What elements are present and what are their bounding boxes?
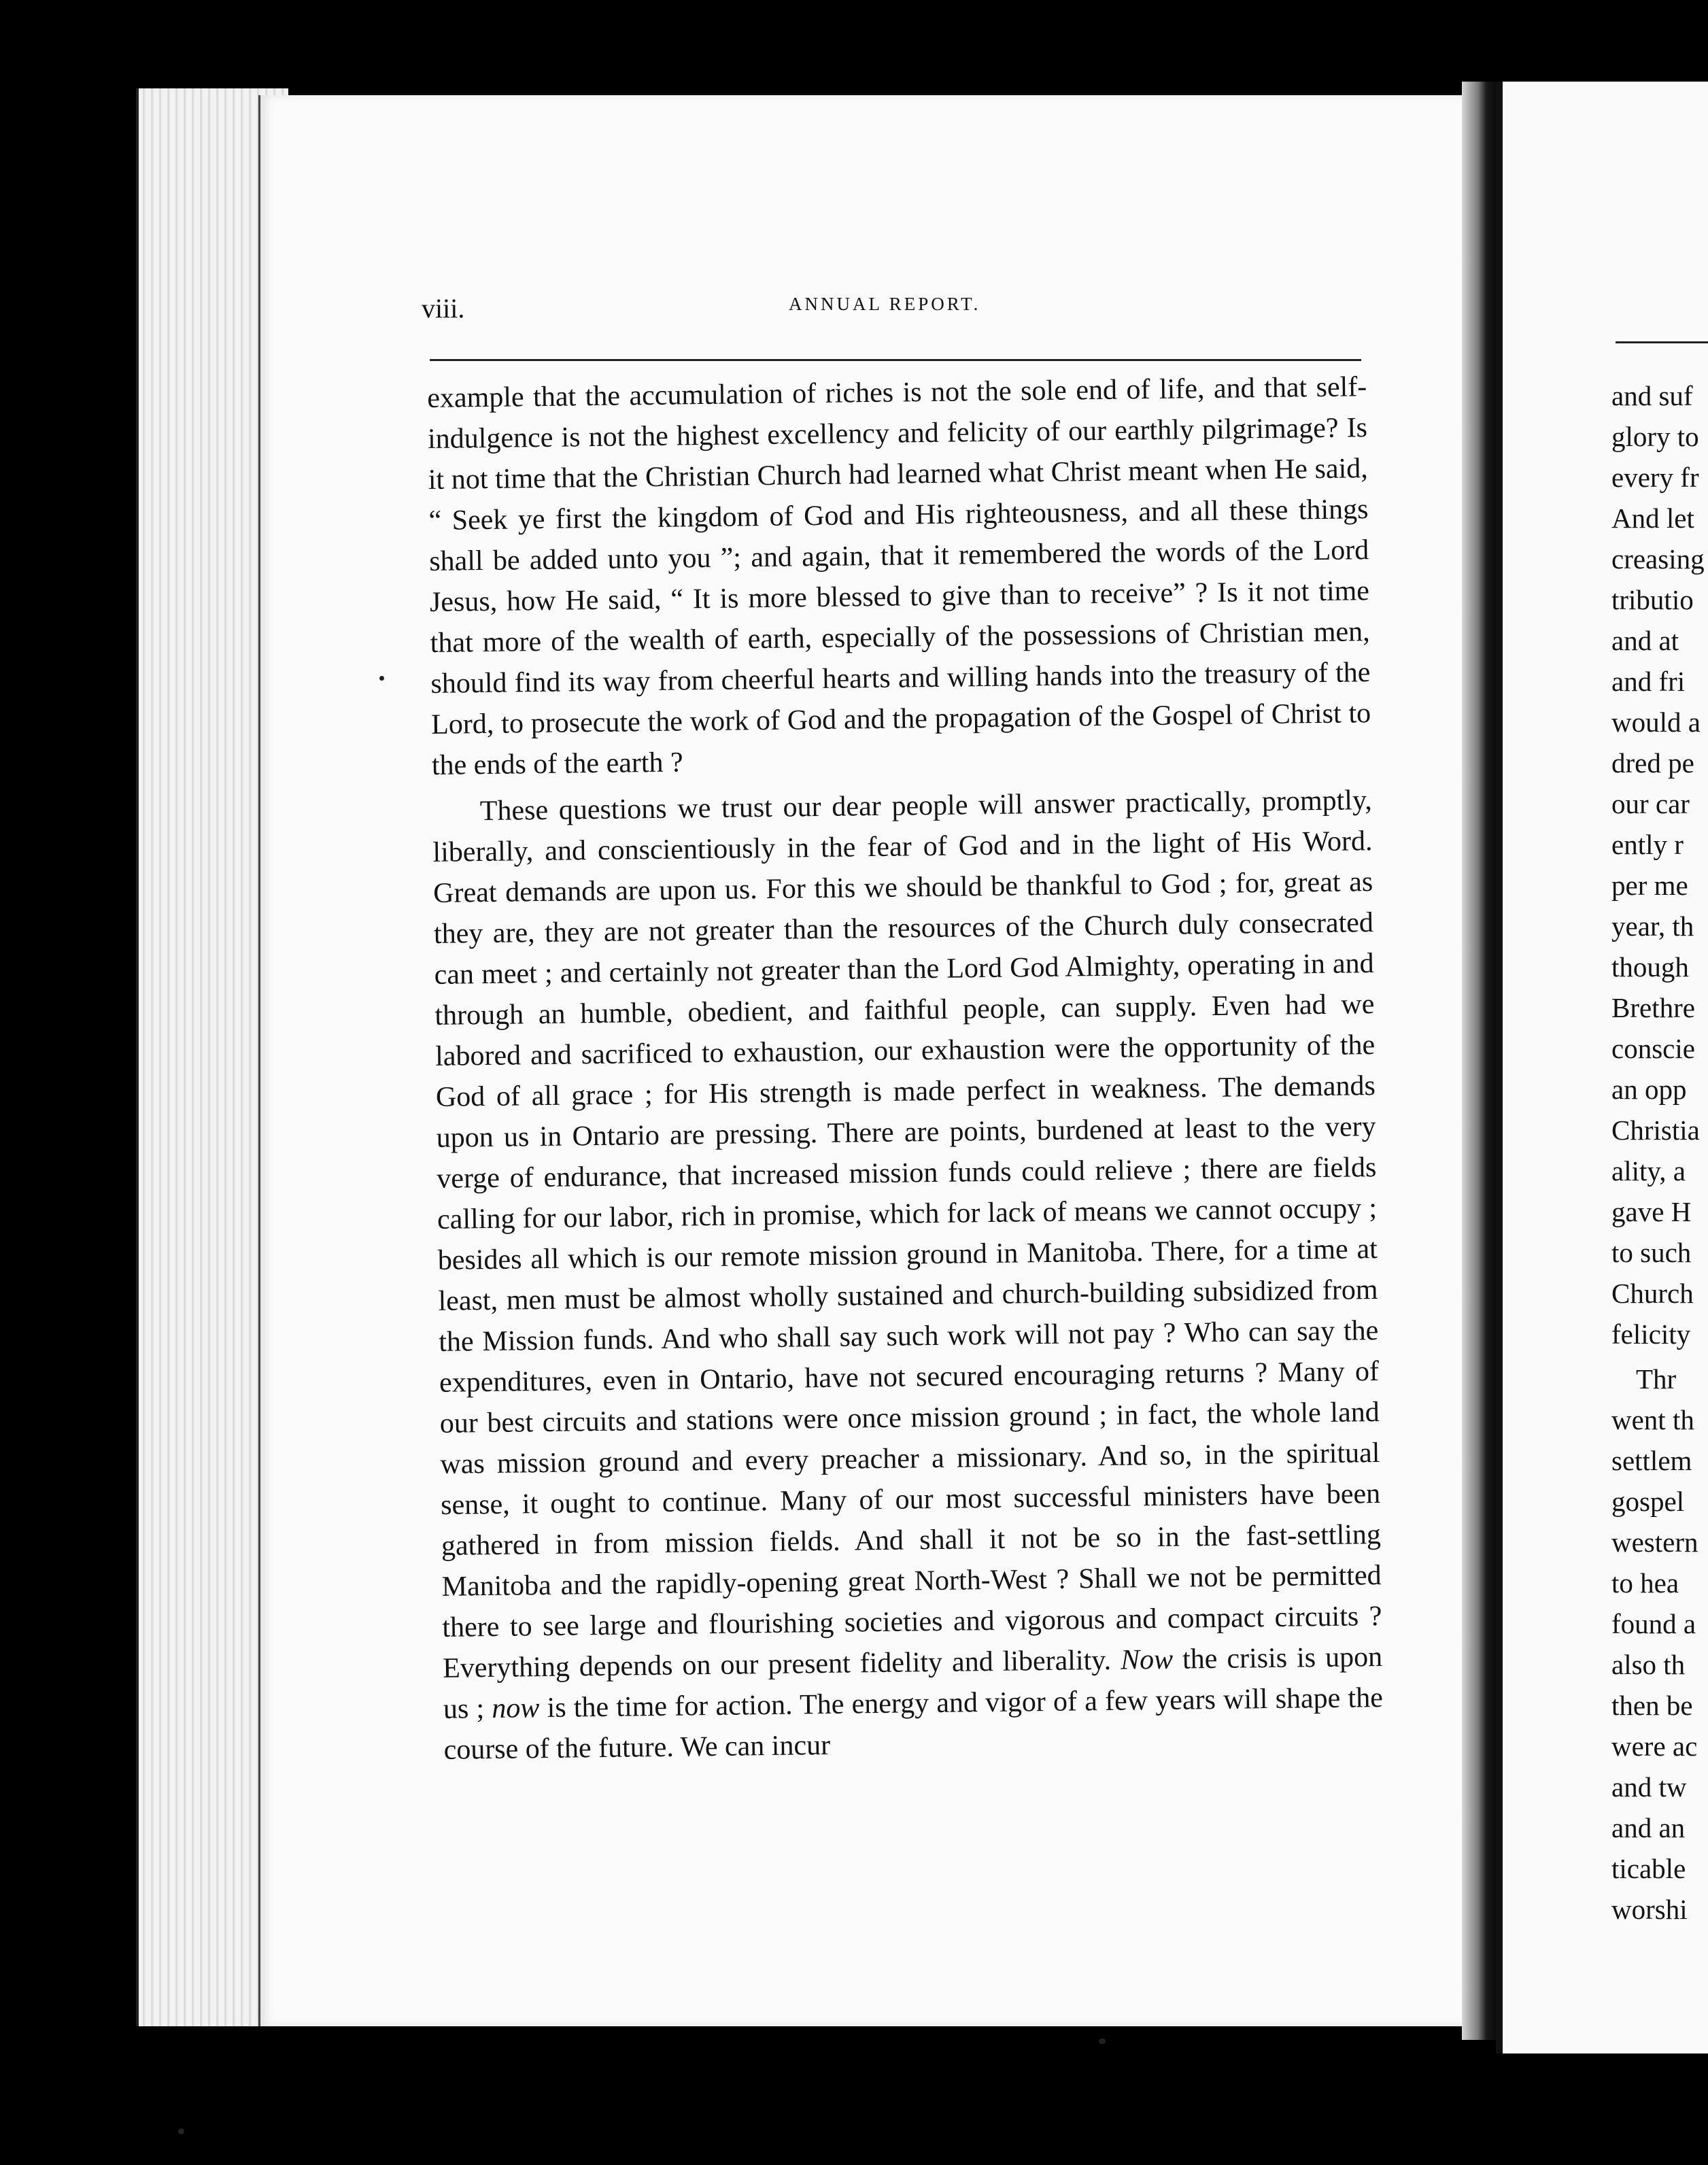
- facing-page-text: [1611, 375, 1708, 1930]
- facing-page-line: glory to: [1611, 421, 1699, 452]
- emphasis-now-1: Now: [1120, 1643, 1174, 1676]
- facing-page-line: to such: [1611, 1237, 1692, 1268]
- facing-header-rule: [1616, 341, 1708, 343]
- facing-page-line: ently r: [1611, 829, 1684, 860]
- facing-page-line: gospel: [1611, 1486, 1685, 1517]
- facing-page-line: and an: [1611, 1812, 1686, 1843]
- paragraph-1: example that the accumulation of riches is not the sole end of life, and that self-indulgence is not the highest excellency and felicity of our earthly pilgrimage? Is it not time that the Christian Church had learned what Christ meant when He said, “ Seek ye first the kingdom of God and His righteousness, and all these things shall be added unto you ”; and again, that it remembered the words of the Lord Jesus, how He said, “ It is more blessed to give than to receive” ? Is it not time that more of the wealth of earth, especially of the possessions of Christian men, should find its way from cheerful hearts and willing hands into the treasury of the Lord, to prosecute the work of God and the propagation of the Gospel of Christ to the ends of the earth ?: [427, 371, 1371, 781]
- facing-page-line: an opp: [1611, 1074, 1687, 1105]
- paragraph-2: [432, 780, 1383, 1771]
- facing-page-line: went th: [1611, 1404, 1694, 1435]
- facing-page-line: per me: [1611, 870, 1688, 901]
- emphasis-now-2: now: [492, 1692, 540, 1724]
- paragraph-2-end: is the time for action. The energy and vigor of a few years will shape the course of the future. We can incur: [443, 1682, 1384, 1766]
- facing-page-line: then be: [1611, 1690, 1693, 1721]
- speck: [379, 676, 384, 681]
- facing-page-line: though: [1611, 951, 1689, 983]
- facing-page-line: Christia: [1611, 1114, 1700, 1146]
- facing-page-line: conscie: [1611, 1033, 1695, 1064]
- running-title: ANNUAL REPORT.: [789, 294, 981, 314]
- facing-page-line: and fri: [1611, 666, 1686, 697]
- facing-page-line: also th: [1611, 1649, 1686, 1680]
- facing-page-line: and tw: [1611, 1771, 1687, 1803]
- facing-page-line: western: [1611, 1527, 1698, 1558]
- paragraph-2-start: These questions we trust our dear people will answer practically, promptly, liberally, and conscientiously in the fear of God and in the light of His Word. Great demands are upon us. For this we should be thankful to God ; for, great as they are, they are not greater than the resources of the Church duly consecrated can meet ; and certainly not greater than the Lord God Almighty, operating in and through an humble, obedient, and faithful people, can supply. Even had we labored and sacrificed to exhaustion, our exhaustion were the opportunity of the God of all grace ; for His strength is made perfect in weakness. The demands upon us in Ontario are pressing. There are points, burdened at least to the very verge of endurance, that increased mission funds could relieve ; there are fields calling for our labor, rich in promise, which for lack of means we cannot occupy ; besides all which is our remote mission ground in Manitoba. There, for a time at least, men must be almost wholly sustained and church-building subsidized from the Mission funds. And who shall say such work will not pay ? Who can say the expenditures, even in Ontario, have not secured encouraging returns ? Many of our best circuits and stations were once mission ground ; in fact, the whole land was mission ground and every preacher a missionary. And so, in the spiritual sense, it ought to continue. Many of our most successful ministers have been gathered in from mission fields. And shall it not be so in the fast-settling Manitoba and the rapidly-opening great North-West ? Shall we not be permitted there to see large and flourishing societies and vigorous and compact circuits ? Everything depends on our present fidelity and liberality.: [432, 785, 1382, 1684]
- speck: [1099, 2039, 1106, 2044]
- facing-page-line: ticable: [1611, 1853, 1686, 1884]
- body-text: [427, 366, 1384, 1771]
- running-head: [422, 292, 1360, 333]
- facing-page-line: gave H: [1611, 1196, 1692, 1227]
- facing-page-line: to hea: [1611, 1567, 1679, 1599]
- facing-page-line: Thr: [1636, 1363, 1677, 1395]
- facing-page-line: and at: [1611, 625, 1679, 656]
- facing-page-line: settlem: [1611, 1445, 1692, 1476]
- facing-page-line: And let: [1611, 502, 1694, 534]
- facing-page-line: our car: [1611, 788, 1690, 819]
- facing-page-line: tributio: [1611, 584, 1694, 615]
- facing-page-line: Church: [1611, 1278, 1694, 1309]
- facing-page-line: creasing: [1611, 543, 1705, 575]
- facing-page-line: and suf: [1611, 380, 1693, 411]
- speck: [178, 2128, 184, 2134]
- facing-page-line: year, th: [1611, 910, 1694, 942]
- facing-page-line: ality, a: [1611, 1155, 1686, 1187]
- facing-page-line: worshi: [1611, 1894, 1688, 1925]
- facing-page-line: felicity: [1611, 1318, 1691, 1350]
- page-number: viii.: [422, 293, 465, 324]
- paragraph-2-mid: the crisis is upon us ;: [443, 1641, 1383, 1725]
- facing-page-line: Brethre: [1611, 992, 1695, 1023]
- facing-page-line: would a: [1611, 706, 1701, 738]
- facing-page-line: were ac: [1611, 1731, 1698, 1762]
- facing-page-line: every fr: [1611, 462, 1699, 493]
- header-rule: [430, 359, 1361, 361]
- facing-page-line: dred pe: [1611, 747, 1694, 779]
- facing-page-line: found a: [1611, 1608, 1696, 1639]
